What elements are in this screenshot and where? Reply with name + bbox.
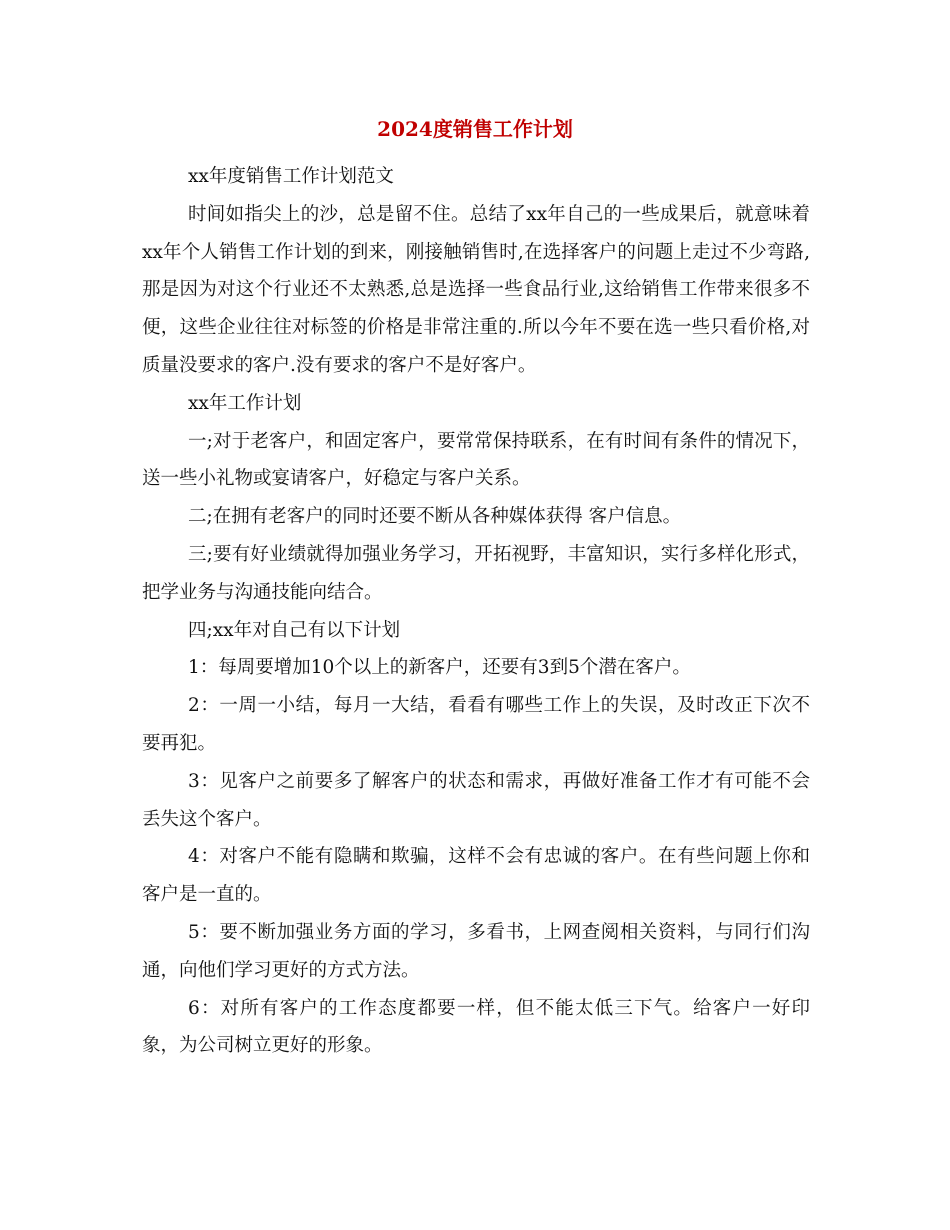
paragraph-intro: 时间如指尖上的沙，总是留不住。总结了xx年自己的一些成果后，就意味着xx年个人销售工作计划的到来，刚接触销售时,在选择客户的问题上走过不少弯路,那是因为对这个行业还不太熟悉,总是选择一些食品行业,这给销售工作带来很多不便，这些企业往往对标签的价格是非常注重的.所以今年不要在选一些只看价格,对质量没要求的客户.没有要求的客户不是好客户。 <box>142 203 810 376</box>
document-body <box>142 158 810 1065</box>
document-title: 2024度销售工作计划 <box>377 117 573 141</box>
paragraph-item-1: 一;对于老客户，和固定客户，要常常保持联系，在有时间有条件的情况下，送一些小礼物或宴请客户，好稳定与客户关系。 <box>142 430 810 490</box>
paragraph-goal-3: 3：见客户之前要多了解客户的状态和需求，再做好准备工作才有可能不会丢失这个客户。 <box>142 770 810 830</box>
paragraph-goal-5: 5：要不断加强业务方面的学习，多看书，上网查阅相关资料，与同行们沟通，向他们学习更好的方式方法。 <box>142 921 810 981</box>
paragraph-item-2: 二;在拥有老客户的同时还要不断从各种媒体获得 客户信息。 <box>188 506 682 528</box>
paragraph-goal-6: 6：对所有客户的工作态度都要一样，但不能太低三下气。给客户一好印象，为公司树立更好的形象。 <box>142 997 810 1057</box>
paragraph-item-3: 三;要有好业绩就得加强业务学习，开拓视野，丰富知识，实行多样化形式，把学业务与沟通技能向结合。 <box>142 543 810 603</box>
paragraph-subtitle: xx年度销售工作计划范文 <box>188 166 394 187</box>
paragraph-plan-heading: xx年工作计划 <box>188 392 302 414</box>
paragraph-goal-4: 4：对客户不能有隐瞒和欺骗，这样不会有忠诚的客户。在有些问题上你和客户是一直的。 <box>142 846 810 906</box>
paragraph-item-4: 四;xx年对自己有以下计划 <box>188 619 401 641</box>
paragraph-goal-2: 2：一周一小结，每月一大结，看看有哪些工作上的失误，及时改正下次不要再犯。 <box>142 695 810 754</box>
paragraph-goal-1: 1：每周要增加10个以上的新客户，还要有3到5个潜在客户。 <box>188 657 691 679</box>
